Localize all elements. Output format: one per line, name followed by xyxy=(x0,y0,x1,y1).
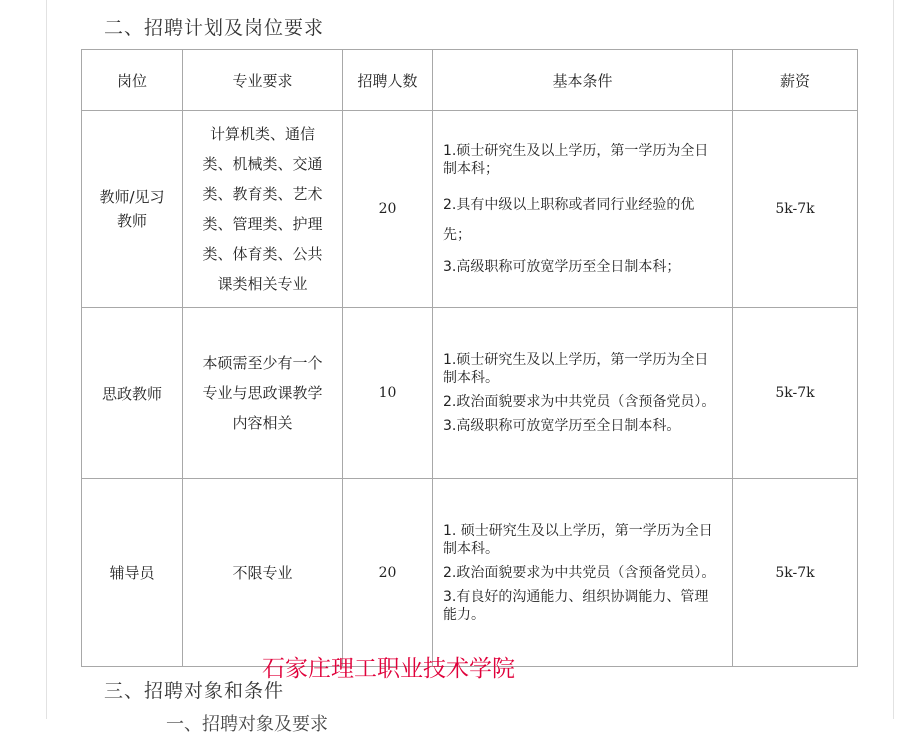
table-row xyxy=(82,479,858,667)
major-cell: 不限专业 xyxy=(183,479,343,667)
major-cell: 本硕需至少有一个 专业与思政课教学 内容相关 xyxy=(183,308,343,479)
table-row xyxy=(82,308,858,479)
college-watermark: 石家庄理工职业技术学院 xyxy=(262,656,515,682)
header-position: 岗位 xyxy=(82,50,183,111)
count-cell: 10 xyxy=(343,308,433,479)
table-header-row xyxy=(82,50,858,111)
position-cell: 教师/见习 教师 xyxy=(82,111,183,308)
section-2-heading: 二、招聘计划及岗位要求 xyxy=(104,17,325,39)
header-major: 专业要求 xyxy=(183,50,343,111)
section-3-subheading: 一、招聘对象及要求 xyxy=(166,714,328,735)
count-cell: 20 xyxy=(343,111,433,308)
count-cell: 20 xyxy=(343,479,433,667)
header-conditions: 基本条件 xyxy=(433,50,733,111)
header-salary: 薪资 xyxy=(733,50,858,111)
table-row xyxy=(82,111,858,308)
conditions-cell: 1. 硕士研究生及以上学历，第一学历为全日制本科。 2.政治面貌要求为中共党员（含预备党员）。 3.有良好的沟通能力、组织协调能力、管理能力。 xyxy=(433,479,733,667)
position-cell: 辅导员 xyxy=(82,479,183,667)
salary-cell: 5k-7k xyxy=(733,308,858,479)
major-cell: 计算机类、通信 类、机械类、交通 类、教育类、艺术 类、管理类、护理 类、体育类、公共 课类相关专业 xyxy=(183,111,343,308)
page-right-border xyxy=(893,0,894,719)
header-count: 招聘人数 xyxy=(343,50,433,111)
conditions-cell: 1.硕士研究生及以上学历，第一学历为全日制本科。 2.政治面貌要求为中共党员（含预备党员）。 3.高级职称可放宽学历至全日制本科。 xyxy=(433,308,733,479)
salary-cell: 5k-7k xyxy=(733,479,858,667)
salary-cell: 5k-7k xyxy=(733,111,858,308)
recruitment-table xyxy=(81,49,858,667)
page-left-border xyxy=(46,0,47,719)
position-cell: 思政教师 xyxy=(82,308,183,479)
conditions-cell: 1.硕士研究生及以上学历，第一学历为全日制本科； 2.具有中级以上职称或者同行业经验的优先； 3.高级职称可放宽学历至全日制本科； xyxy=(433,111,733,308)
section-3-heading: 三、招聘对象和条件 xyxy=(104,680,285,702)
